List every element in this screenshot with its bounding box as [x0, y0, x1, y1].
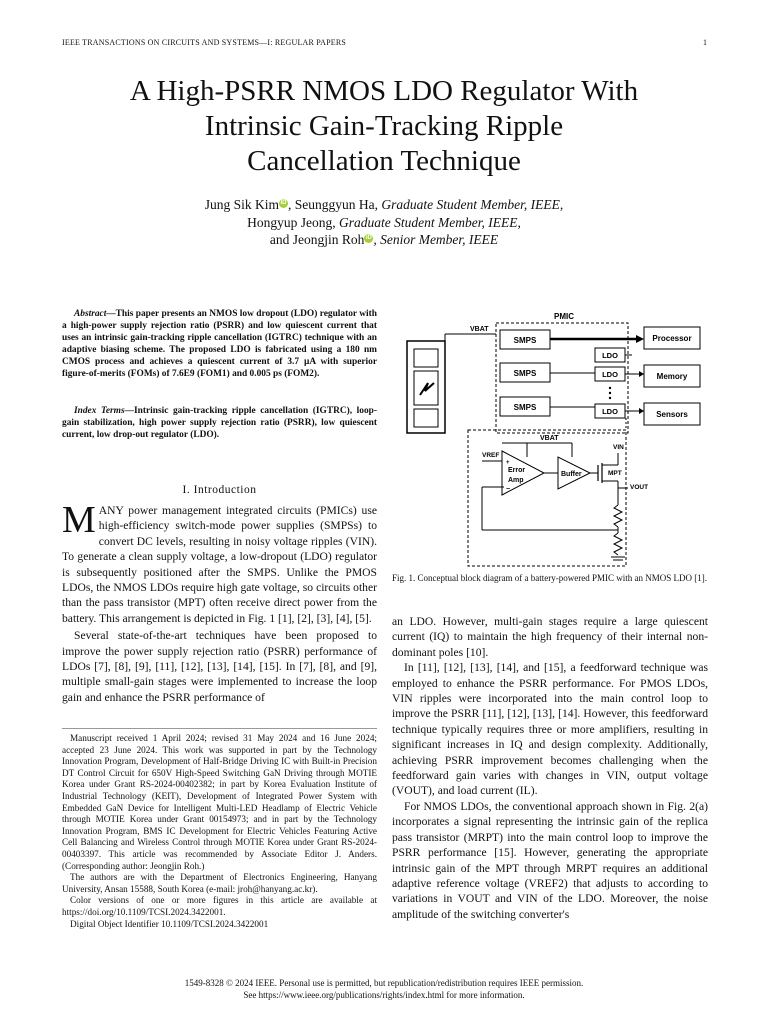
author-name: Hongyup Jeong,	[247, 214, 340, 230]
footnote-doi: Digital Object Identifier 10.1109/TCSI.2024.3422001	[70, 918, 269, 929]
ldo-label: LDO	[602, 351, 618, 360]
footnote-affiliation: The authors are with the Department of Electronics Engineering, Hanyang University, Ansan 15588, South Korea (e-mail: jroh@hanyang.ac.kr).	[62, 872, 377, 894]
title-line-2: Intrinsic Gain-Tracking Ripple	[204, 110, 564, 142]
footnote-rule	[62, 728, 377, 729]
index-terms-label: Index Terms	[74, 406, 125, 416]
intro-body	[62, 499, 377, 705]
processor-label: Processor	[652, 334, 692, 343]
author-role: , Senior Member, IEEE	[373, 232, 499, 247]
author-list	[0, 196, 768, 249]
abstract-label: Abstract	[74, 309, 107, 319]
vref-label: VREF	[482, 452, 500, 459]
paragraph: ANY power management integrated circuits (PMICs) use high-efficiency switch-mode power supplies (SMPSs) to convert DC levels, resulting in noisy voltage ripples (VIN). To generate a clean supply voltage, a low-dropout (LDO) regulator is subsequently positioned after the SMPS. Unlike the PMOS LDOs, the NMOS LDOs require high gate voltage, so circuits other than the pass transistor (MPT) often receive direct power from the battery. This arrangement is depicted in Fig. 1 [1], [2], [3], [4], [5].	[62, 504, 377, 625]
figure-1-diagram	[392, 305, 708, 570]
ldo-label: LDO	[602, 370, 618, 379]
paragraph: Several state-of-the-art techniques have been proposed to improve the power supply rejection ratio (PSRR) performance of LDOs [7], [8], [9], [11], [12], [13], [14], [15]. In [7], [8], and [9], multiple small-gain stages were implemented to increase the loop gain and enhance the PSRR performance of	[62, 629, 377, 704]
footnote-manuscript: Manuscript received 1 April 2024; revised 31 May 2024 and 16 June 2024; accepted 23 June 2024. This work was supported in part by the Technology Innovation Program, Development of Half-Bridge Driving IC with Built-in Precision DT Control Circuit for 650V High-Speed Switching GaN Driving through MOTIE Korea under Grant RS-2024-00402382; in part by Korea Evaluation Institute of Industrial Technology (KEIT), Development of Integrated Power System with Embedded GaN Device for Intelligent Multi-LED Headlamp of Electric Vehicle through MOTIE Korea under Grant 00154973; and in part by the Technology Innovation Program, BMS IC Development for Electric Vehicles Featuring Active Cell Balancing and Wireless Control through MOTIE Korea under Grant RS-2024-00403397. This article was recommended by Associate Editor J. Anders. (Corresponding author: Jeongjin Roh.)	[62, 733, 377, 871]
right-body	[392, 614, 708, 922]
paragraph: For NMOS LDOs, the conventional approach shown in Fig. 2(a) incorporates a signal representing the intrinsic gain of the replica pass transistor (MRPT) into the main control loop to improve the PSRR performance [15]. However, generating the appropriate intrinsic gain of the MPT through MRPT requires an additional adaptive reference voltage (VREF2) that adjusts to according to variations in VOUT and VIN of the LDO. Moreover, the noise amplitude of the switching converter's	[392, 799, 708, 921]
footnote	[62, 733, 377, 930]
error-amp-label: Error	[508, 467, 526, 474]
copyright-line: 1549-8328 © 2024 IEEE. Personal use is permitted, but republication/redistribution requires IEEE permission.	[184, 978, 584, 988]
section-heading: I. Introduction	[182, 484, 257, 496]
sensors-label: Sensors	[656, 410, 688, 419]
author-name: , Seunggyun Ha,	[288, 197, 382, 212]
ldo-zoom-box	[468, 430, 626, 566]
error-amp-label: Amp	[508, 477, 524, 484]
smps-label: SMPS	[513, 369, 537, 378]
vout-label: VOUT	[630, 484, 649, 491]
vin-label: VIN	[613, 444, 624, 451]
author-role: Graduate Student Member, IEEE,	[339, 214, 521, 230]
paragraph: In [11], [12], [13], [14], and [15], a feedforward technique was employed to enhance the PSRR performance. For PMOS LDOs, VIN ripples were incorporated into the main control loop to improve the PSRR [11], [12], [13], [14]. However, this feedforward technique typically requires three or more amplifiers, resulting in significant increases in IQ and design complexity. Additionally, achieving PSRR improvement becomes challenging when the feedforward gain varies with changes in VIN, output voltage (VOUT), and load current (IL).	[392, 661, 708, 798]
memory-label: Memory	[656, 372, 688, 381]
pmic-label: PMIC	[554, 312, 574, 321]
buffer-label: Buffer	[561, 471, 582, 478]
title-line-1: A High-PSRR NMOS LDO Regulator With	[129, 75, 639, 107]
ldo-label: LDO	[602, 407, 618, 416]
footnote-color: Color versions of one or more figures in this article are available at https://doi.org/10.1109/TCSI.2024.3422001.	[62, 895, 377, 917]
paper-title	[0, 74, 768, 179]
drop-cap: M	[62, 499, 96, 541]
abstract-text: —This paper presents an NMOS low dropout (LDO) regulator with a high-power supply rejection ratio (PSRR) and low quiescent current that uses an intrinsic gain-tracking ripple cancellation (IGTRC) technique with an adaptive biasing scheme. The proposed LDO is fabricated using a 180 nm CMOS process and achieves a quiescent current of 3.7 µA with superior figure-of-merits (FOMs) of 7.6E9 (FOM1) and 0.005 ps (FOM2).	[62, 309, 377, 379]
svg-text:−: −	[506, 486, 511, 493]
vbat-label: VBAT	[470, 326, 489, 333]
abstract	[62, 309, 377, 380]
smps-label: SMPS	[513, 336, 537, 345]
orcid-icon[interactable]: iD	[365, 234, 372, 241]
index-terms	[62, 406, 377, 442]
smps-label: SMPS	[513, 403, 537, 412]
mpt-label: MPT	[608, 470, 622, 477]
figure-1-caption: Fig. 1. Conceptual block diagram of a battery-powered PMIC with an NMOS LDO [1].	[392, 573, 707, 583]
svg-text:+: +	[506, 460, 510, 466]
author-role: Graduate Student Member, IEEE,	[381, 197, 564, 212]
paragraph: an LDO. However, multi-gain stages require a large quiescent current (IQ) to maintain the high frequency of their internal non-dominant poles [10].	[392, 615, 708, 659]
author-name: and Jeongjin Roh	[269, 232, 365, 247]
vbat-label: VBAT	[540, 435, 559, 442]
index-terms-text: —Intrinsic gain-tracking ripple cancellation (IGTRC), loop-gain stabilization, high power supply rejection ratio (PSRR), low quiescent current, low drop-out regulator (LDO).	[62, 406, 377, 440]
page-number: 1	[703, 38, 708, 47]
orcid-icon[interactable]: iD	[280, 199, 287, 206]
running-header: IEEE TRANSACTIONS ON CIRCUITS AND SYSTEMS—I: REGULAR PAPERS	[62, 38, 347, 47]
author-name: Jung Sik Kim	[204, 197, 280, 212]
title-line-3: Cancellation Technique	[247, 145, 521, 177]
rights-link[interactable]: See https://www.ieee.org/publications/rights/index.html for more information.	[243, 990, 525, 1000]
